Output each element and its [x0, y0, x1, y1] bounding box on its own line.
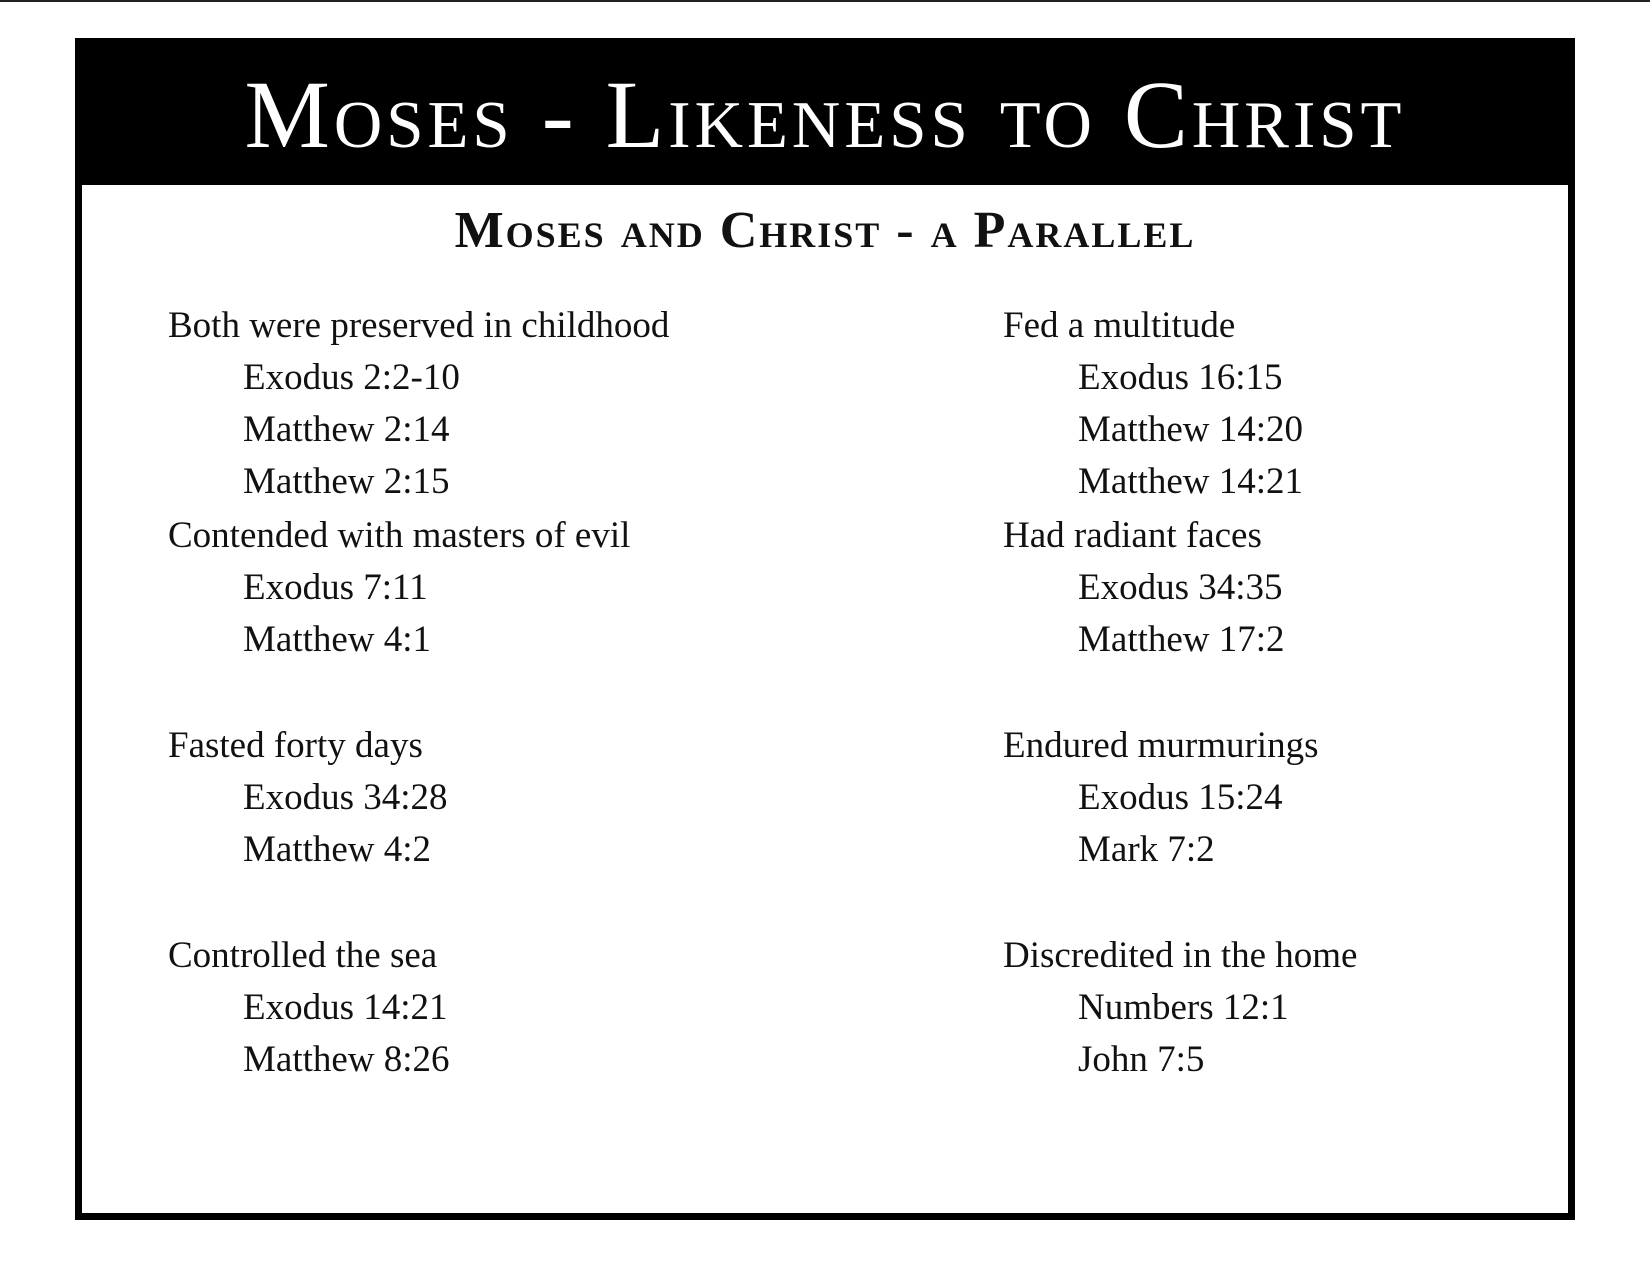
scripture-ref: Matthew 14:20 — [1078, 409, 1304, 450]
scripture-ref: Exodus 34:28 — [243, 777, 448, 818]
scripture-ref: Exodus 15:24 — [1078, 777, 1283, 818]
scripture-ref: Exodus 16:15 — [1078, 357, 1283, 398]
scripture-ref: Exodus 7:11 — [243, 567, 428, 608]
parallel-item — [1003, 720, 1623, 930]
parallel-title: Both were preserved in childhood — [168, 305, 670, 346]
parallel-item — [1003, 300, 1623, 510]
parallel-item — [168, 930, 788, 1140]
parallel-title: Controlled the sea — [168, 935, 438, 976]
right-column — [1003, 300, 1623, 1140]
header-band — [82, 45, 1568, 185]
parallel-title: Endured murmurings — [1003, 725, 1319, 766]
parallel-item — [1003, 510, 1623, 720]
page-subtitle: Moses and Christ - a Parallel — [454, 202, 1196, 259]
scripture-ref: Numbers 12:1 — [1078, 987, 1289, 1028]
parallel-item — [168, 510, 788, 720]
scripture-ref: Exodus 34:35 — [1078, 567, 1283, 608]
left-column — [168, 300, 788, 1140]
scripture-ref: Matthew 2:15 — [243, 461, 450, 502]
top-rule — [0, 0, 1650, 2]
parallel-title: Had radiant faces — [1003, 515, 1262, 556]
scripture-ref: Matthew 4:1 — [243, 619, 432, 660]
parallel-item — [168, 300, 788, 510]
page-title: Moses - Likeness to Christ — [244, 61, 1406, 168]
scripture-ref: Matthew 4:2 — [243, 829, 432, 870]
scripture-ref: Matthew 14:21 — [1078, 461, 1304, 502]
page-frame — [75, 38, 1575, 1220]
scripture-ref: Mark 7:2 — [1078, 829, 1215, 870]
scripture-ref: Matthew 8:26 — [243, 1039, 450, 1080]
parallel-title: Fed a multitude — [1003, 305, 1236, 346]
scripture-ref: Exodus 2:2-10 — [243, 357, 460, 398]
parallel-item — [168, 720, 788, 930]
parallel-title: Contended with masters of evil — [168, 515, 631, 556]
parallel-title: Discredited in the home — [1003, 935, 1358, 976]
scripture-ref: John 7:5 — [1078, 1039, 1205, 1080]
parallel-item — [1003, 930, 1623, 1140]
scripture-ref: Matthew 2:14 — [243, 409, 450, 450]
scripture-ref: Exodus 14:21 — [243, 987, 448, 1028]
scripture-ref: Matthew 17:2 — [1078, 619, 1285, 660]
parallel-title: Fasted forty days — [168, 725, 423, 766]
